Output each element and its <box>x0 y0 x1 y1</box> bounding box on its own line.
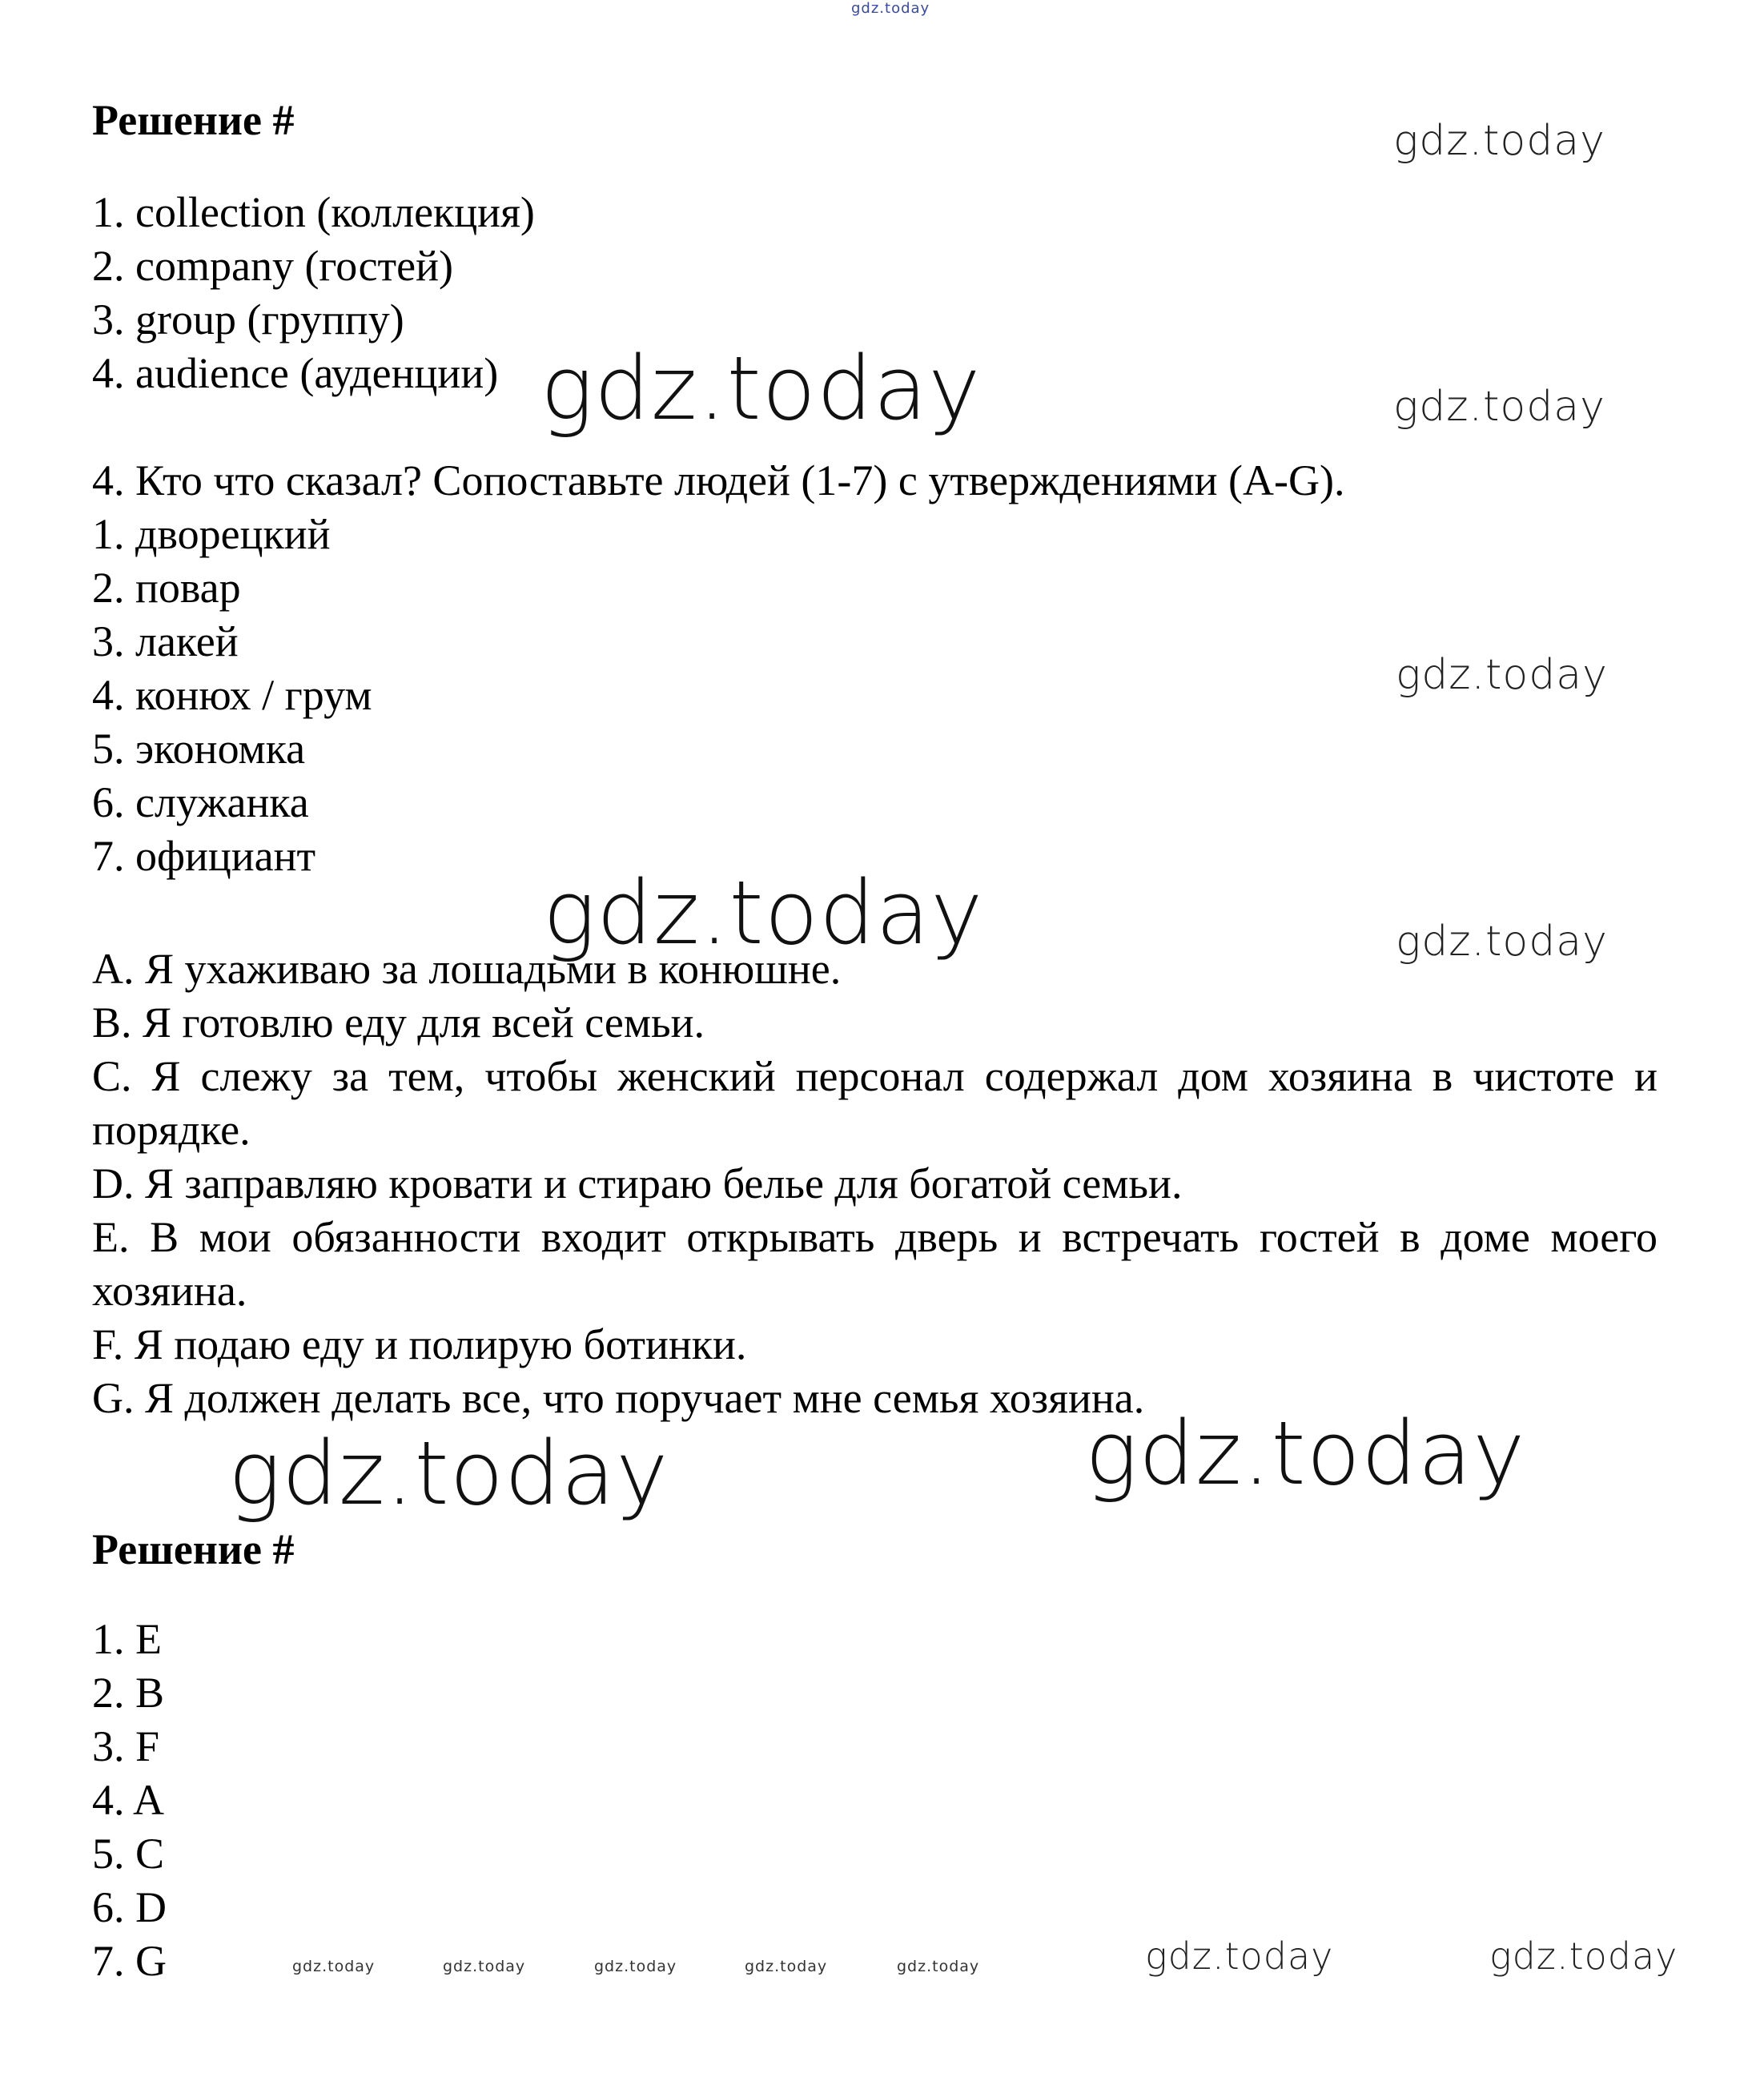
person-item: 3. лакей <box>92 617 239 665</box>
answer-line: 4. audience (ауденции) <box>92 349 499 397</box>
watermark: gdz.today <box>1489 1934 1678 1978</box>
task-prompt: 4. Кто что сказал? Сопоставьте людей (1-7) с утверждениями (A-G). <box>92 456 1345 504</box>
watermark-large: gdz.today <box>1085 1402 1526 1505</box>
match-answer: 3. F <box>92 1722 160 1770</box>
person-item: 6. служанка <box>92 778 309 826</box>
answer-line: 2. company (гостей) <box>92 242 453 290</box>
person-item: 7. официант <box>92 832 316 880</box>
watermark-small: gdz.today <box>292 1958 376 1975</box>
match-answer: 2. B <box>92 1669 165 1717</box>
watermark: gdz.today <box>1393 117 1605 165</box>
watermark-small: gdz.today <box>897 1958 980 1975</box>
person-item: 2. повар <box>92 564 241 612</box>
match-answer: 5. C <box>92 1830 165 1878</box>
answer-line: 1. collection (коллекция) <box>92 188 535 236</box>
watermark-large: gdz.today <box>540 337 982 440</box>
statement-item: B. Я готовлю еду для всей семьи. <box>92 998 705 1047</box>
solution-heading-2: Решение # <box>92 1525 295 1573</box>
watermark-large: gdz.today <box>543 862 984 964</box>
answer-line: 3. group (группу) <box>92 295 404 343</box>
watermark-top: gdz.today <box>851 0 930 17</box>
watermark: gdz.today <box>1145 1934 1334 1978</box>
statement-item: E. В мои обязанности входит открывать дверь и встречать гостей в доме моего хозяина. <box>92 1213 1658 1315</box>
watermark: gdz.today <box>1396 651 1608 699</box>
person-item: 1. дворецкий <box>92 510 331 558</box>
statement-item: A. Я ухаживаю за лошадьми в конюшне. <box>92 945 842 993</box>
statement-item: C. Я слежу за тем, чтобы женский персонал содержал дом хозяина в чистоте и порядке. <box>92 1052 1658 1154</box>
match-answer: 4. A <box>92 1776 165 1824</box>
person-item: 4. конюх / грум <box>92 671 372 719</box>
watermark-small: gdz.today <box>443 1958 526 1975</box>
person-item: 5. экономка <box>92 725 306 773</box>
statement-item: F. Я подаю еду и полирую ботинки. <box>92 1320 747 1368</box>
watermark-large: gdz.today <box>228 1422 669 1525</box>
match-answer: 1. E <box>92 1615 162 1663</box>
solution-heading-1: Решение # <box>92 96 295 144</box>
statement-item: G. Я должен делать все, что поручает мне семья хозяина. <box>92 1374 1145 1422</box>
match-answer: 7. G <box>92 1937 167 1985</box>
statement-item: D. Я заправляю кровати и стираю белье для богатой семьи. <box>92 1159 1183 1207</box>
watermark: gdz.today <box>1393 383 1605 431</box>
match-answer: 6. D <box>92 1883 167 1931</box>
watermark-small: gdz.today <box>745 1958 828 1975</box>
watermark-small: gdz.today <box>594 1958 677 1975</box>
watermark: gdz.today <box>1396 918 1608 966</box>
